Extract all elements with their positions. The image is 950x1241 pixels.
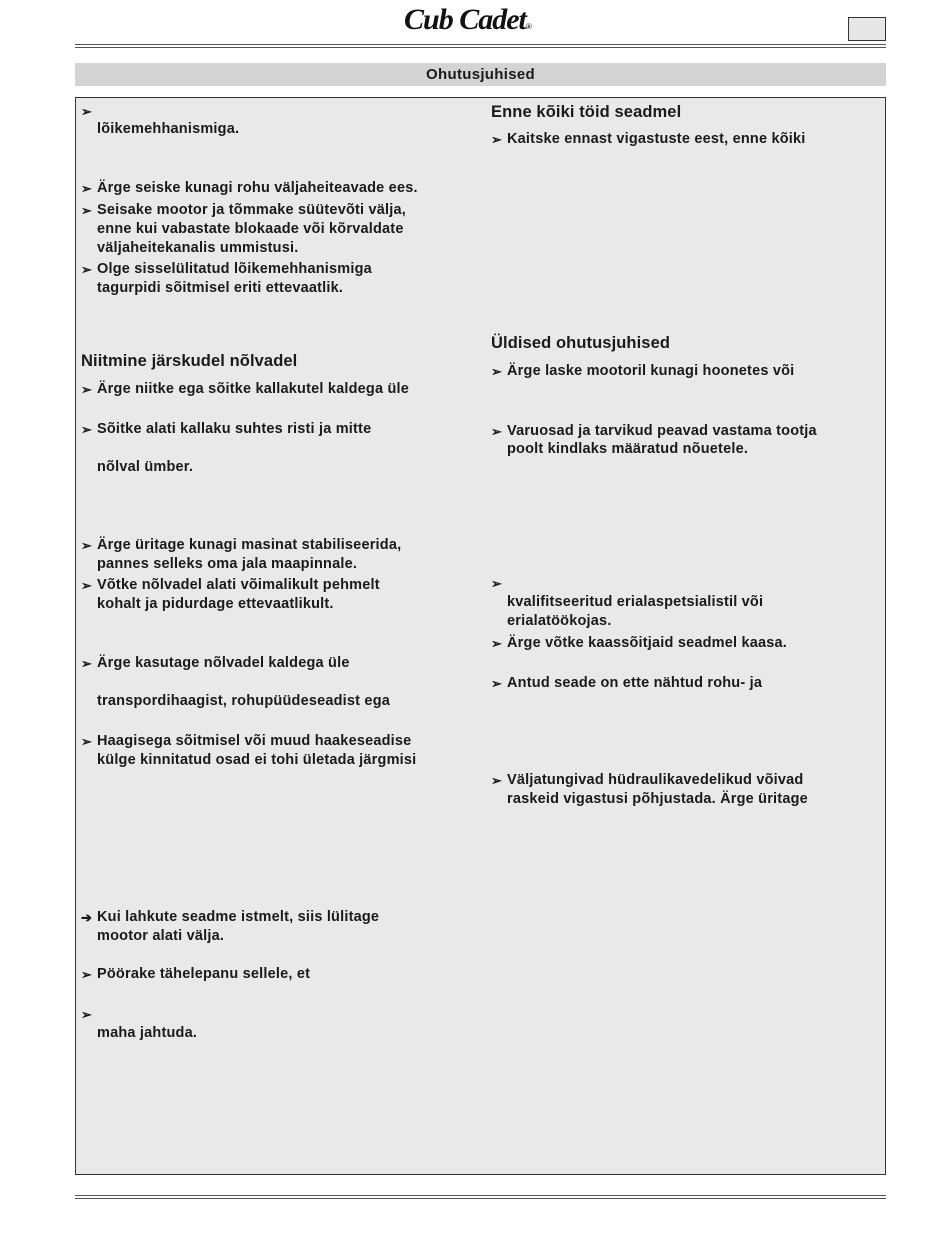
text-line: tagurpidi sõitmisel eriti ettevaatlik. [97,280,344,296]
text-line: kvalifitseeritud erialaspetsialistil või [507,594,764,610]
bullet-triangle: ➢ [81,181,92,196]
bullet-triangle: ➢ [81,203,92,218]
logo-registered-mark: ® [525,22,531,31]
footer-rule-bottom [75,1198,886,1199]
header-rule-top [75,44,886,45]
text-line: Sõitke alati kallaku suhtes risti ja mitte [97,421,372,437]
text-line: Pöörake tähelepanu sellele, et [97,966,311,982]
text-line: lõikemehhanismiga. [97,121,240,137]
bullet-triangle: ➢ [81,578,92,593]
bullet-triangle: ➢ [81,967,92,982]
bullet-triangle: ➢ [491,773,502,788]
text-line: Kaitske ennast vigastuste eest, enne kõiki [507,131,806,147]
text-line: Väljatungivad hüdraulikavedelikud võivad [507,772,804,788]
bullet-triangle: ➢ [491,576,502,591]
text-line: mootor alati välja. [97,928,225,944]
logo-text: Cub Cadet [404,3,526,36]
bullet-arrow: ➔ [81,910,92,925]
text-line: Ärge üritage kunagi masinat stabiliseerida, [97,537,402,553]
text-line: Seisake mootor ja tõmmake süütevõti välja, [97,202,406,218]
bullet-triangle: ➢ [81,538,92,553]
text-line: Haagisega sõitmisel või muud haakeseadise [97,733,412,749]
text-line: pannes selleks oma jala maapinnale. [97,556,358,572]
text-line: raskeid vigastusi põhjustada. Ärge üritage [507,791,808,807]
section-title: Ohutusjuhised [75,63,886,86]
bullet-triangle: ➢ [81,262,92,277]
bullet-triangle: ➢ [491,424,502,439]
text-line: kohalt ja pidurdage ettevaatlikult. [97,596,334,612]
text-line: Ärge niitke ega sõitke kallakutel kaldega üle [97,381,410,397]
text-line: Ärge laske mootoril kunagi hoonetes või [507,363,795,379]
bullet-triangle: ➢ [491,676,502,691]
text-line: enne kui vabastate blokaade või kõrvaldate [97,221,404,237]
text-line: maha jahtuda. [97,1025,198,1041]
cub-cadet-logo [404,4,579,36]
bullet-triangle: ➢ [81,104,92,119]
page-number-box [848,17,886,41]
text-line: Ärge seiske kunagi rohu väljaheiteavade ees. [97,180,418,196]
text-line: nõlval ümber. [97,459,194,475]
text-line: Ärge kasutage nõlvadel kaldega üle [97,655,350,671]
bullet-triangle: ➢ [81,734,92,749]
text-line: transpordihaagist, rohupüüdeseadist ega [97,693,391,709]
header-rule-bottom [75,47,886,48]
bullet-triangle: ➢ [81,1007,92,1022]
text-line: väljaheitekanalis ummistusi. [97,240,299,256]
bullet-triangle: ➢ [491,636,502,651]
footer-rule-top [75,1195,886,1196]
text-line: erialatöökojas. [507,613,612,629]
text-line: Varuosad ja tarvikud peavad vastama tootja [507,423,817,439]
text-line: Ärge võtke kaassõitjaid seadmel kaasa. [507,635,788,651]
bullet-triangle: ➢ [81,382,92,397]
heading-general-safety: Üldised ohutusjuhised [491,334,671,352]
heading-slopes: Niitmine järskudel nõlvadel [81,352,298,370]
text-line: Võtke nõlvadel alati võimalikult pehmelt [97,577,380,593]
bullet-triangle: ➢ [491,364,502,379]
bullet-triangle: ➢ [81,422,92,437]
text-line: Antud seade on ette nähtud rohu- ja [507,675,763,691]
text-line: poolt kindlaks määratud nõuetele. [507,441,749,457]
bullet-triangle: ➢ [491,132,502,147]
text-line: Olge sisselülitatud lõikemehhanismiga [97,261,372,277]
heading-before-work: Enne kõiki töid seadmel [491,103,682,121]
bullet-triangle: ➢ [81,656,92,671]
text-line: külge kinnitatud osad ei tohi ületada järgmisi [97,752,417,768]
text-line: Kui lahkute seadme istmelt, siis lülitage [97,909,380,925]
